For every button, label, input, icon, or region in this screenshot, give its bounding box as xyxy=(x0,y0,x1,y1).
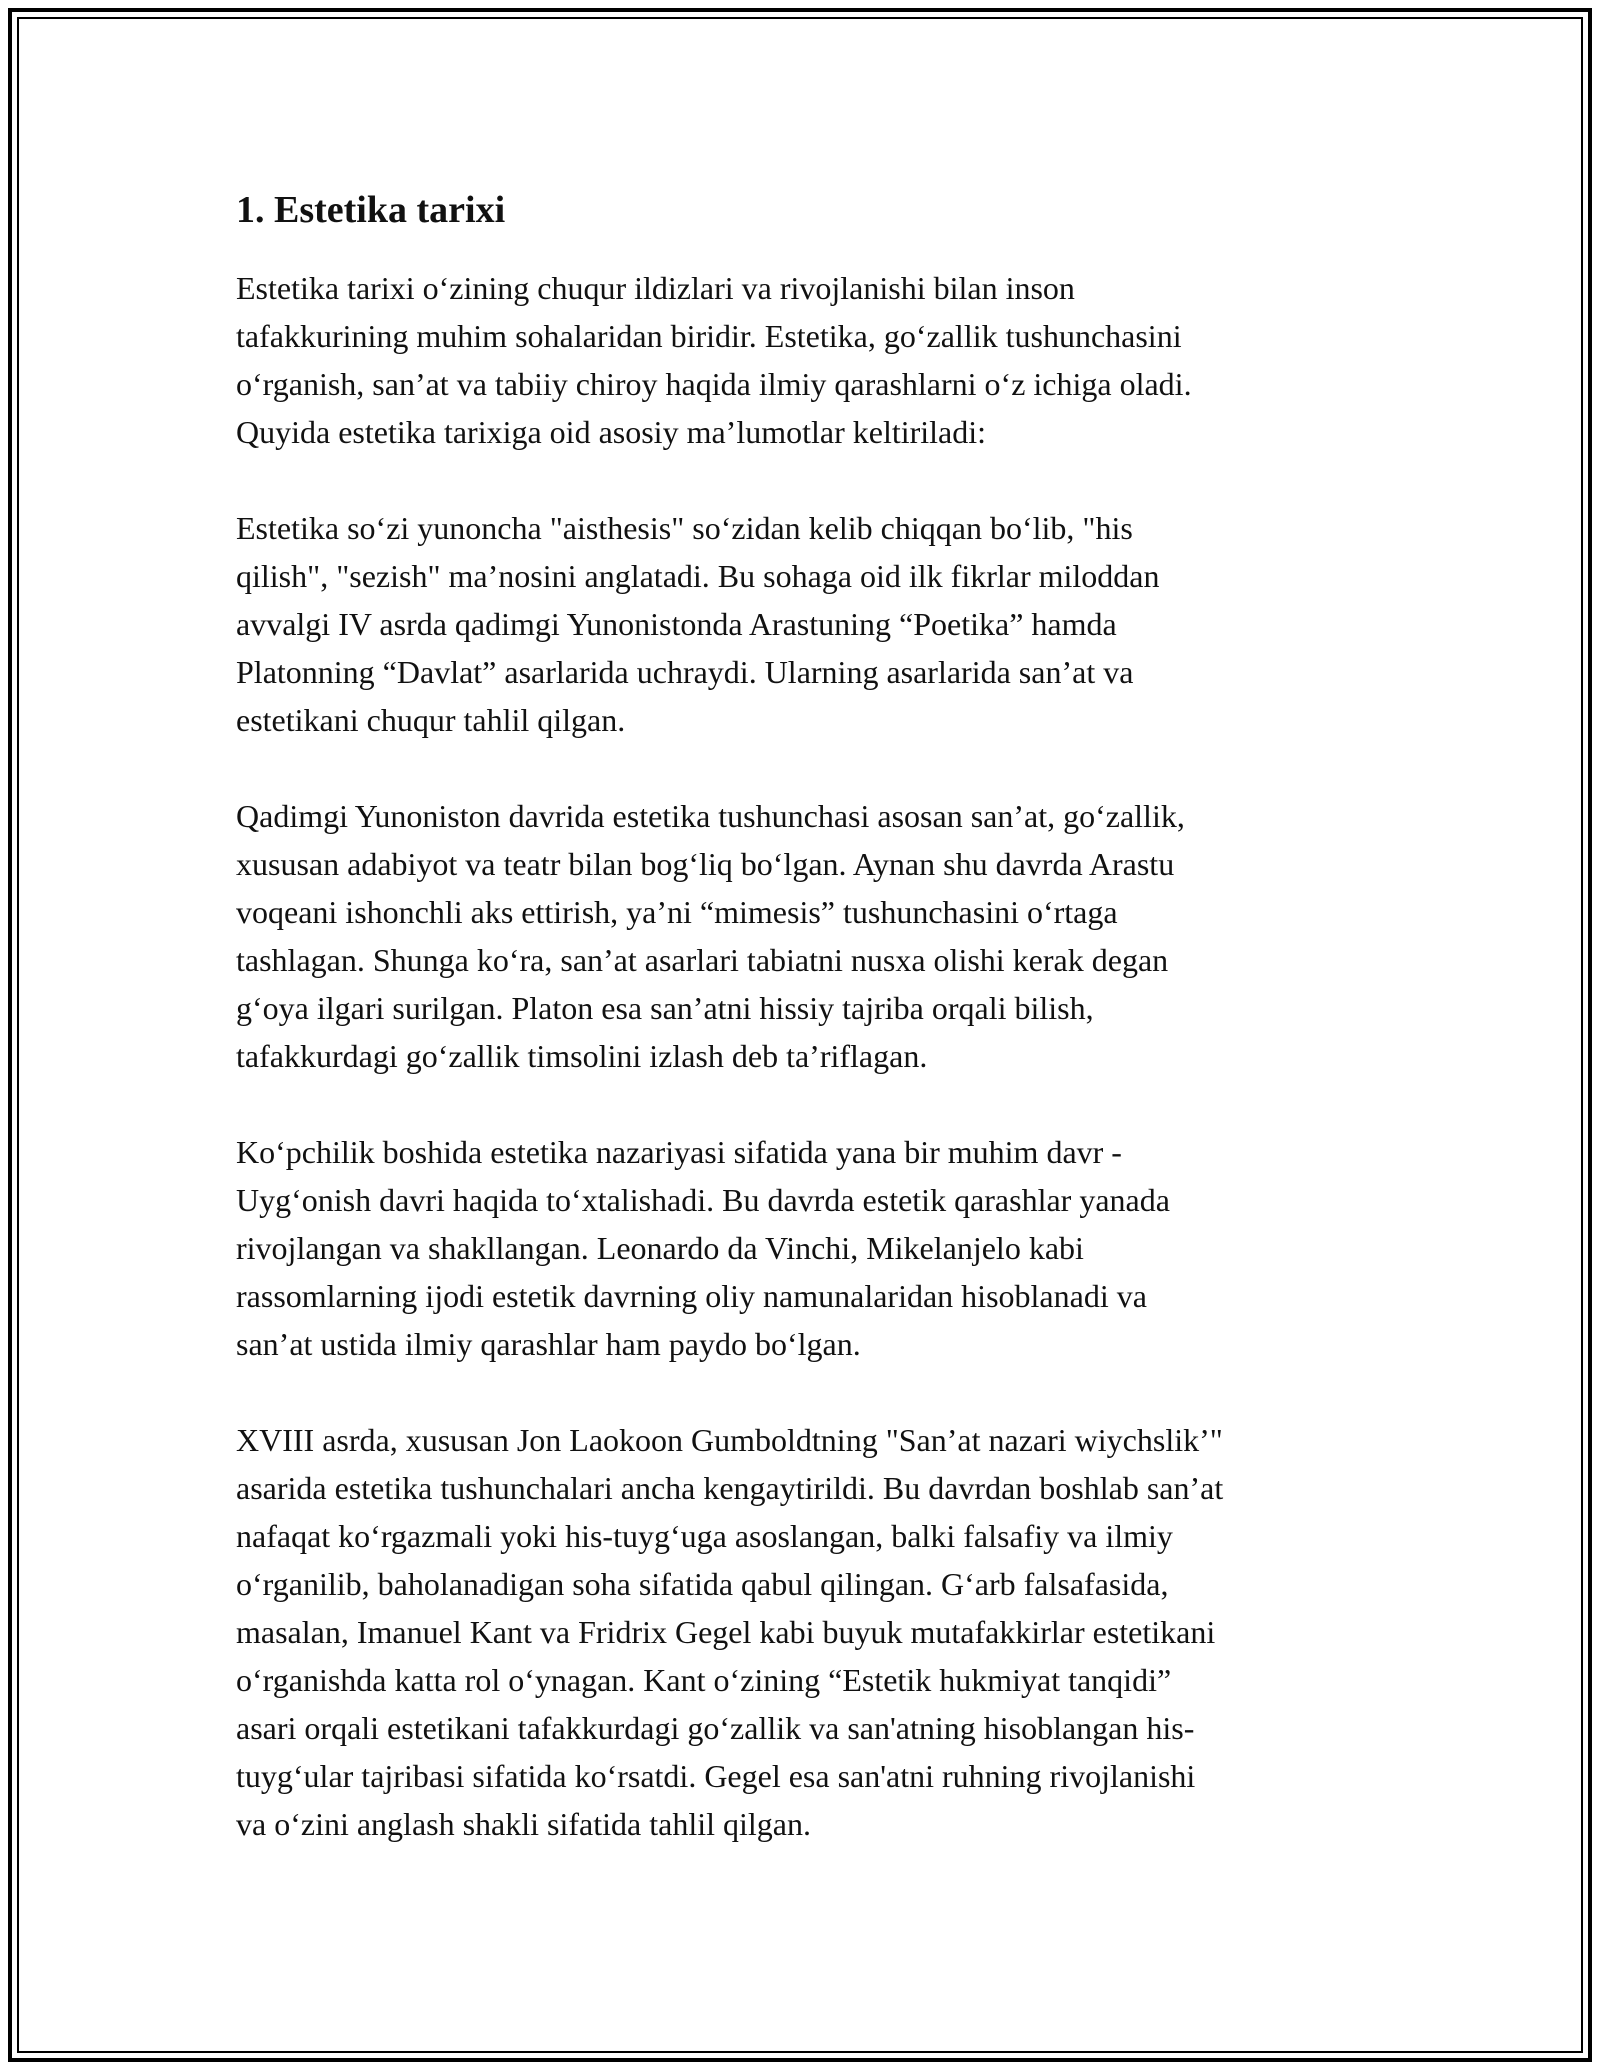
text-line: Platonning “Davlat” asarlarida uchraydi. Ularning asarlarida san’at va xyxy=(236,654,1134,690)
text-line: g‘oya ilgari surilgan. Platon esa san’atni hissiy tajriba orqali bilish, xyxy=(236,990,1094,1026)
text-line: voqeani ishonchli aks ettirish, ya’ni “mimesis” tushunchasini o‘rtaga xyxy=(236,894,1118,930)
text-line: rivojlangan va shakllangan. Leonardo da Vinchi, Mikelanjelo kabi xyxy=(236,1230,1084,1266)
text-line: Ko‘pchilik boshida estetika nazariyasi sifatida yana bir muhim davr - xyxy=(236,1134,1122,1170)
text-line: o‘rganish, san’at va tabiiy chiroy haqida ilmiy qarashlarni o‘z ichiga oladi. xyxy=(236,366,1192,402)
text-line: Estetika tarixi o‘zining chuqur ildizlari va rivojlanishi bilan inson xyxy=(236,270,1075,306)
paragraph-eighteenth-century xyxy=(236,1416,1376,1848)
text-line: avvalgi IV asrda qadimgi Yunonistonda Arastuning “Poetika” hamda xyxy=(236,606,1117,642)
text-line: o‘rganilib, baholanadigan soha sifatida qabul qilingan. G‘arb falsafasida, xyxy=(236,1566,1169,1602)
paragraph-intro xyxy=(236,264,1376,456)
text-line: Estetika so‘zi yunoncha "aisthesis" so‘zidan kelib chiqqan bo‘lib, "his xyxy=(236,510,1133,546)
text-line: masalan, Imanuel Kant va Fridrix Gegel kabi buyuk mutafakkirlar estetikani xyxy=(236,1614,1216,1650)
paragraph-renaissance xyxy=(236,1128,1376,1368)
text-line: va o‘zini anglash shakli sifatida tahlil qilgan. xyxy=(236,1806,811,1842)
text-line: xususan adabiyot va teatr bilan bog‘liq bo‘lgan. Aynan shu davrda Arastu xyxy=(236,846,1175,882)
paragraph-etymology xyxy=(236,504,1376,744)
text-line: Uyg‘onish davri haqida to‘xtalishadi. Bu davrda estetik qarashlar yanada xyxy=(236,1182,1170,1218)
text-line: XVIII asrda, xususan Jon Laokoon Gumboldtning "San’at nazari wiychslik’" xyxy=(236,1422,1223,1458)
text-line: Qadimgi Yunoniston davrida estetika tushunchasi asosan san’at, go‘zallik, xyxy=(236,798,1185,834)
text-line: asarida estetika tushunchalari ancha kengaytirildi. Bu davrdan boshlab san’at xyxy=(236,1470,1224,1506)
section-heading: 1. Estetika tarixi xyxy=(236,189,506,231)
paragraph-ancient-greece xyxy=(236,792,1376,1080)
text-line: nafaqat ko‘rgazmali yoki his-tuyg‘uga asoslangan, balki falsafiy va ilmiy xyxy=(236,1518,1173,1554)
text-line: san’at ustida ilmiy qarashlar ham paydo bo‘lgan. xyxy=(236,1326,861,1362)
text-line: estetikani chuqur tahlil qilgan. xyxy=(236,702,626,738)
text-line: Quyida estetika tarixiga oid asosiy ma’lumotlar keltiriladi: xyxy=(236,414,987,450)
text-line: tafakkurdagi go‘zallik timsolini izlash deb ta’riflagan. xyxy=(236,1038,928,1074)
text-line: tashlagan. Shunga ko‘ra, san’at asarlari tabiatni nusxa olishi kerak degan xyxy=(236,942,1169,978)
document-body xyxy=(236,186,1376,1896)
text-line: tuyg‘ular tajribasi sifatida ko‘rsatdi. Gegel esa san'atni ruhning rivojlanishi xyxy=(236,1758,1196,1794)
text-line: asari orqali estetikani tafakkurdagi go‘zallik va san'atning hisoblangan his- xyxy=(236,1710,1195,1746)
text-line: tafakkurining muhim sohalaridan biridir. Estetika, go‘zallik tushunchasini xyxy=(236,318,1182,354)
text-line: qilish", "sezish" ma’nosini anglatadi. Bu sohaga oid ilk fikrlar miloddan xyxy=(236,558,1160,594)
text-line: o‘rganishda katta rol o‘ynagan. Kant o‘zining “Estetik hukmiyat tanqidi” xyxy=(236,1662,1172,1698)
text-line: rassomlarning ijodi estetik davrning oliy namunalaridan hisoblanadi va xyxy=(236,1278,1147,1314)
